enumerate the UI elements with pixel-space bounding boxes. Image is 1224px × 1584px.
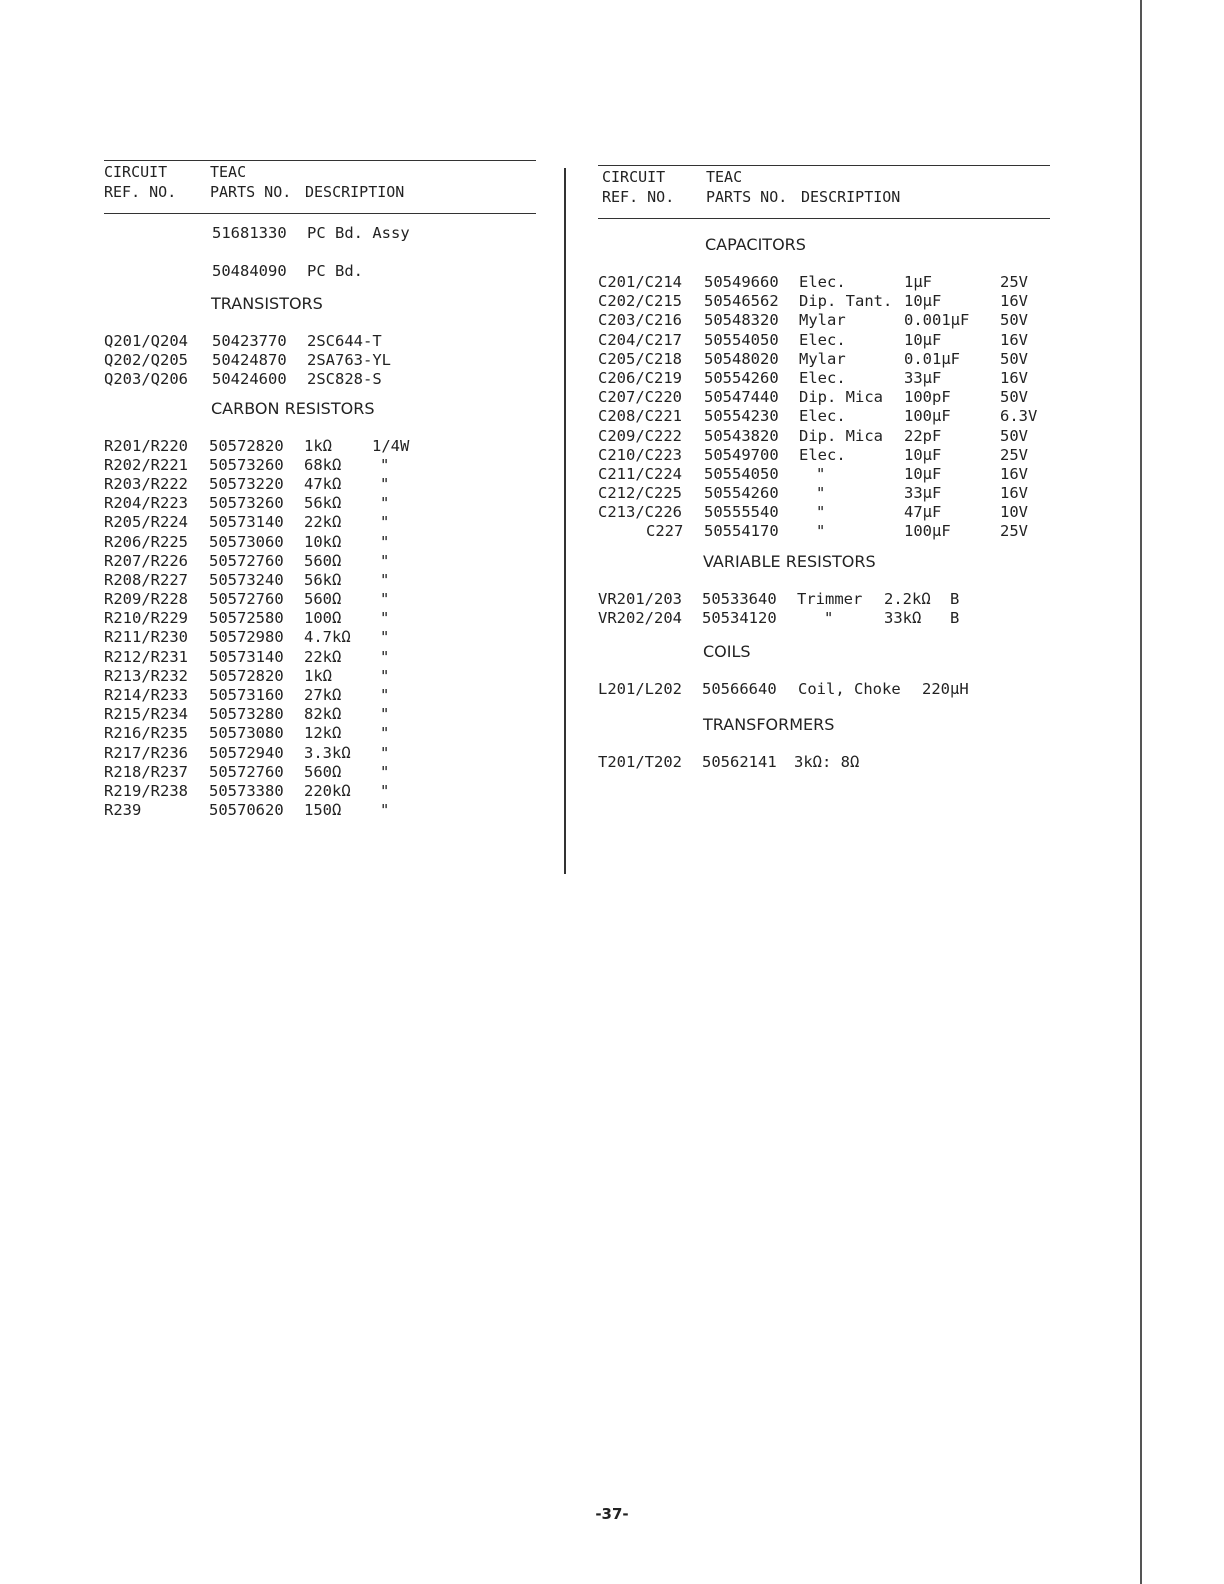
circuit-ref: R209/R228 <box>104 590 188 609</box>
part-number: 50573280 <box>209 705 284 724</box>
part-number: 50572820 <box>209 666 284 685</box>
part-number: 50572760 <box>209 551 284 570</box>
voltage-rating: 16V <box>1000 464 1028 483</box>
voltage-rating: 10V <box>1000 503 1028 522</box>
capacitor-type: Elec. <box>799 330 846 349</box>
part-number: 50573080 <box>209 724 284 743</box>
power-rating: " <box>380 494 390 513</box>
power-rating: " <box>380 724 390 743</box>
capacitor-row <box>598 311 1050 330</box>
capacitance-value: 33μF <box>904 368 942 387</box>
power-rating: " <box>380 474 390 493</box>
capacitor-list <box>598 273 1050 542</box>
circuit-ref: R213/R232 <box>104 666 188 685</box>
power-rating: " <box>380 686 390 704</box>
top-part-row <box>104 262 536 294</box>
part-number: 50423770 <box>212 332 287 350</box>
resistor-row <box>104 513 536 532</box>
power-rating: " <box>380 666 390 685</box>
circuit-ref: R208/R227 <box>104 570 188 589</box>
header-circuit: CIRCUIT <box>602 168 666 186</box>
resistor-row <box>104 552 536 571</box>
voltage-rating: 25V <box>1000 273 1028 291</box>
resistor-type: Trimmer <box>797 589 863 608</box>
section-title-carbon-resistors: CARBON RESISTORS <box>211 398 375 418</box>
capacitor-type: Mylar <box>799 349 846 368</box>
capacitor-row <box>598 427 1050 446</box>
power-rating: 1/4W <box>372 436 410 455</box>
part-number: 50573260 <box>209 455 284 474</box>
capacitor-row <box>598 388 1050 407</box>
circuit-ref: C201/C214 <box>598 273 682 291</box>
header-ref-no: REF. NO. <box>602 188 675 206</box>
transformer-list <box>598 753 1050 772</box>
part-description: PC Bd. Assy <box>307 224 410 242</box>
power-rating: " <box>380 628 390 647</box>
resistor-row <box>104 628 536 647</box>
resistance-value: 2.2kΩ <box>884 589 931 608</box>
capacitance-value: 10μF <box>904 445 942 464</box>
capacitor-row <box>598 273 1050 292</box>
power-rating: " <box>380 590 390 609</box>
circuit-ref: C227 <box>646 522 684 541</box>
circuit-ref: C205/C218 <box>598 349 682 368</box>
circuit-ref: R211/R230 <box>104 628 188 647</box>
section-title-transformers: TRANSFORMERS <box>703 715 835 735</box>
transistor-row <box>104 351 536 370</box>
capacitance-value: 0.001μF <box>904 311 970 330</box>
capacitor-row <box>598 331 1050 350</box>
section-title-variable-resistors: VARIABLE RESISTORS <box>703 551 876 571</box>
resistor-row <box>104 437 536 456</box>
capacitor-type: Elec. <box>799 445 846 464</box>
resistance-value: 22kΩ <box>304 647 342 666</box>
part-number: 50562141 <box>702 753 777 772</box>
circuit-ref: C209/C222 <box>598 426 682 445</box>
resistance-value: 3.3kΩ <box>304 743 351 762</box>
part-number: 50549660 <box>704 273 779 291</box>
capacitance-value: 1μF <box>904 273 932 291</box>
resistor-row <box>104 763 536 782</box>
header-teac: TEAC <box>706 168 743 186</box>
capacitance-value: 100μF <box>904 522 951 541</box>
taper-curve: B <box>950 589 960 608</box>
resistor-row <box>104 590 536 609</box>
resistor-row <box>104 533 536 552</box>
resistor-row <box>104 705 536 724</box>
resistance-value: 12kΩ <box>304 724 342 743</box>
circuit-ref: Q202/Q205 <box>104 351 188 370</box>
power-rating: " <box>380 513 390 532</box>
resistance-value: 100Ω <box>304 609 342 628</box>
voltage-rating: 16V <box>1000 330 1028 349</box>
page-number: -37- <box>595 1505 629 1523</box>
power-rating: " <box>380 551 390 570</box>
resistor-row <box>104 456 536 475</box>
circuit-ref: R203/R222 <box>104 474 188 493</box>
circuit-ref: C206/C219 <box>598 368 682 387</box>
part-number: 50572940 <box>209 743 284 762</box>
circuit-ref: C210/C223 <box>598 445 682 464</box>
part-number: 50573240 <box>209 570 284 589</box>
capacitor-row <box>598 350 1050 369</box>
capacitance-value: 10μF <box>904 292 942 311</box>
resistance-value: 56kΩ <box>304 570 342 589</box>
voltage-rating: 50V <box>1000 349 1028 368</box>
part-number: 50546562 <box>704 292 779 311</box>
header-parts-no: PARTS NO. <box>706 188 788 206</box>
circuit-ref: R207/R226 <box>104 551 188 570</box>
circuit-ref: R212/R231 <box>104 647 188 666</box>
capacitance-value: 10μF <box>904 464 942 483</box>
header-circuit: CIRCUIT <box>104 163 168 181</box>
power-rating: " <box>380 762 390 781</box>
part-number: 50573260 <box>209 494 284 513</box>
header-parts-no: PARTS NO. <box>210 183 292 201</box>
circuit-ref: C213/C226 <box>598 503 682 522</box>
top-part-row <box>104 224 536 262</box>
resistance-value: 22kΩ <box>304 513 342 532</box>
capacitor-row <box>598 465 1050 484</box>
part-number: 50554050 <box>704 330 779 349</box>
resistance-value: 4.7kΩ <box>304 628 351 647</box>
power-rating: " <box>380 801 390 820</box>
circuit-ref: C202/C215 <box>598 292 682 311</box>
part-number: 50424870 <box>212 351 287 370</box>
capacitor-type: " <box>816 484 826 503</box>
resistance-value: 82kΩ <box>304 705 342 724</box>
capacitor-type: " <box>816 522 826 541</box>
capacitor-type: Dip. Mica <box>799 388 883 407</box>
voltage-rating: 16V <box>1000 484 1028 503</box>
part-description: 2SA763-YL <box>307 351 391 370</box>
part-number: 50554170 <box>704 522 779 541</box>
capacitance-value: 0.01μF <box>904 349 960 368</box>
part-number: 50554230 <box>704 407 779 426</box>
capacitor-type: " <box>816 503 826 522</box>
part-number: 50573060 <box>209 532 284 551</box>
variable-resistor-list <box>598 590 1050 628</box>
transistor-list <box>104 332 536 390</box>
resistance-value: 47kΩ <box>304 474 342 493</box>
transformer-description: 3kΩ: 8Ω <box>794 753 860 772</box>
coil-description: Coil, Choke <box>798 680 901 698</box>
coil-row <box>598 680 1050 699</box>
header-description: DESCRIPTION <box>801 188 901 206</box>
resistor-row <box>104 801 536 820</box>
capacitance-value: 100pF <box>904 388 951 407</box>
power-rating: " <box>380 743 390 762</box>
capacitor-type: Mylar <box>799 311 846 330</box>
resistor-row <box>104 475 536 494</box>
page-edge-line <box>1140 0 1142 1584</box>
circuit-ref: R217/R236 <box>104 743 188 762</box>
capacitance-value: 100μF <box>904 407 951 426</box>
power-rating: " <box>380 609 390 628</box>
part-description: 2SC644-T <box>307 332 382 350</box>
circuit-ref: R204/R223 <box>104 494 188 513</box>
voltage-rating: 6.3V <box>1000 407 1038 426</box>
transistor-row <box>104 370 536 389</box>
capacitor-row <box>598 446 1050 465</box>
part-number: 50533640 <box>702 589 777 608</box>
resistance-value: 560Ω <box>304 551 342 570</box>
capacitance-value: 47μF <box>904 503 942 522</box>
voltage-rating: 16V <box>1000 368 1028 387</box>
power-rating: " <box>380 532 390 551</box>
resistor-row <box>104 744 536 763</box>
resistor-row <box>104 494 536 513</box>
part-number: 50554050 <box>704 464 779 483</box>
circuit-ref: R206/R225 <box>104 532 188 551</box>
part-number: 50572760 <box>209 762 284 781</box>
left-parts-column <box>104 160 536 820</box>
power-rating: " <box>380 647 390 666</box>
power-rating: " <box>380 570 390 589</box>
resistor-row <box>104 782 536 801</box>
circuit-ref: R210/R229 <box>104 609 188 628</box>
part-number: 50572980 <box>209 628 284 647</box>
part-number: 50424600 <box>212 370 287 389</box>
part-number: 50572820 <box>209 436 284 455</box>
part-number: 50573160 <box>209 686 284 704</box>
circuit-ref: T201/T202 <box>598 753 682 772</box>
circuit-ref: R214/R233 <box>104 686 188 704</box>
part-number: 50555540 <box>704 503 779 522</box>
part-number: 50573380 <box>209 781 284 800</box>
circuit-ref: VR201/203 <box>598 589 682 608</box>
resistor-row <box>104 724 536 743</box>
circuit-ref: L201/L202 <box>598 680 682 698</box>
coil-list <box>598 680 1050 699</box>
left-table-header <box>104 160 536 214</box>
circuit-ref: Q201/Q204 <box>104 332 188 350</box>
resistor-row <box>104 686 536 705</box>
capacitor-type: Dip. Mica <box>799 426 883 445</box>
resistance-value: 560Ω <box>304 762 342 781</box>
part-number: 50549700 <box>704 445 779 464</box>
taper-curve: B <box>950 608 960 627</box>
circuit-ref: R205/R224 <box>104 513 188 532</box>
circuit-ref: VR202/204 <box>598 608 682 627</box>
part-number: 50570620 <box>209 801 284 820</box>
capacitor-row <box>598 292 1050 311</box>
part-number: 51681330 <box>212 224 287 242</box>
circuit-ref: C211/C224 <box>598 464 682 483</box>
voltage-rating: 25V <box>1000 445 1028 464</box>
part-number: 50566640 <box>702 680 777 698</box>
header-ref-no: REF. NO. <box>104 183 177 201</box>
right-table-header <box>598 165 1050 219</box>
circuit-ref: C204/C217 <box>598 330 682 349</box>
part-number: 50573220 <box>209 474 284 493</box>
right-parts-column <box>598 165 1050 772</box>
part-number: 50548320 <box>704 311 779 330</box>
resistance-value: 56kΩ <box>304 494 342 513</box>
voltage-rating: 50V <box>1000 311 1028 330</box>
capacitance-value: 10μF <box>904 330 942 349</box>
part-number: 50554260 <box>704 368 779 387</box>
capacitor-row <box>598 503 1050 522</box>
power-rating: " <box>380 781 390 800</box>
resistance-value: 560Ω <box>304 590 342 609</box>
capacitor-type: Elec. <box>799 368 846 387</box>
part-number: 50554260 <box>704 484 779 503</box>
part-number: 50543820 <box>704 426 779 445</box>
part-number: 50573140 <box>209 513 284 532</box>
capacitor-type: Dip. Tant. <box>799 292 893 311</box>
resistor-list <box>104 437 536 821</box>
power-rating: " <box>380 705 390 724</box>
resistance-value: 33kΩ <box>884 608 922 627</box>
capacitor-type: Elec. <box>799 273 846 291</box>
voltage-rating: 25V <box>1000 522 1028 541</box>
capacitor-row <box>598 484 1050 503</box>
header-description: DESCRIPTION <box>305 183 405 201</box>
circuit-ref: C212/C225 <box>598 484 682 503</box>
section-title-transistors: TRANSISTORS <box>211 294 323 313</box>
resistor-row <box>104 667 536 686</box>
circuit-ref: R239 <box>104 801 142 820</box>
header-teac: TEAC <box>210 163 247 181</box>
voltage-rating: 50V <box>1000 426 1028 445</box>
resistance-value: 220kΩ <box>304 781 351 800</box>
capacitance-value: 22pF <box>904 426 942 445</box>
variable-resistor-row <box>598 590 1050 609</box>
column-divider <box>564 168 566 874</box>
part-description: 2SC828-S <box>307 370 382 389</box>
part-number: 50572760 <box>209 590 284 609</box>
capacitor-row <box>598 369 1050 388</box>
circuit-ref: R201/R220 <box>104 436 188 455</box>
resistor-row <box>104 571 536 590</box>
capacitor-row <box>598 407 1050 426</box>
capacitor-row <box>598 522 1050 541</box>
part-number: 50547440 <box>704 388 779 407</box>
part-number: 50548020 <box>704 349 779 368</box>
part-number: 50573140 <box>209 647 284 666</box>
resistor-type: " <box>824 608 834 627</box>
section-title-capacitors: CAPACITORS <box>705 235 806 254</box>
variable-resistor-row <box>598 609 1050 628</box>
circuit-ref: R216/R235 <box>104 724 188 743</box>
resistance-value: 68kΩ <box>304 455 342 474</box>
part-description: PC Bd. <box>307 262 363 280</box>
part-number: 50484090 <box>212 262 287 280</box>
circuit-ref: R202/R221 <box>104 455 188 474</box>
power-rating: " <box>380 455 390 474</box>
resistor-row <box>104 609 536 628</box>
resistance-value: 10kΩ <box>304 532 342 551</box>
voltage-rating: 16V <box>1000 292 1028 311</box>
capacitance-value: 33μF <box>904 484 942 503</box>
part-number: 50534120 <box>702 608 777 627</box>
voltage-rating: 50V <box>1000 388 1028 407</box>
transistor-row <box>104 332 536 351</box>
part-number: 50572580 <box>209 609 284 628</box>
circuit-ref: R218/R237 <box>104 762 188 781</box>
circuit-ref: R219/R238 <box>104 781 188 800</box>
capacitor-type: " <box>816 464 826 483</box>
circuit-ref: Q203/Q206 <box>104 370 188 389</box>
inductance-value: 220μH <box>922 680 969 698</box>
capacitor-type: Elec. <box>799 407 846 426</box>
resistance-value: 1kΩ <box>304 666 332 685</box>
circuit-ref: R215/R234 <box>104 705 188 724</box>
transformer-row <box>598 753 1050 772</box>
section-title-coils: COILS <box>703 642 751 661</box>
resistance-value: 27kΩ <box>304 686 342 704</box>
circuit-ref: C208/C221 <box>598 407 682 426</box>
resistance-value: 1kΩ <box>304 436 332 455</box>
circuit-ref: C203/C216 <box>598 311 682 330</box>
resistor-row <box>104 648 536 667</box>
resistance-value: 150Ω <box>304 801 342 820</box>
circuit-ref: C207/C220 <box>598 388 682 407</box>
